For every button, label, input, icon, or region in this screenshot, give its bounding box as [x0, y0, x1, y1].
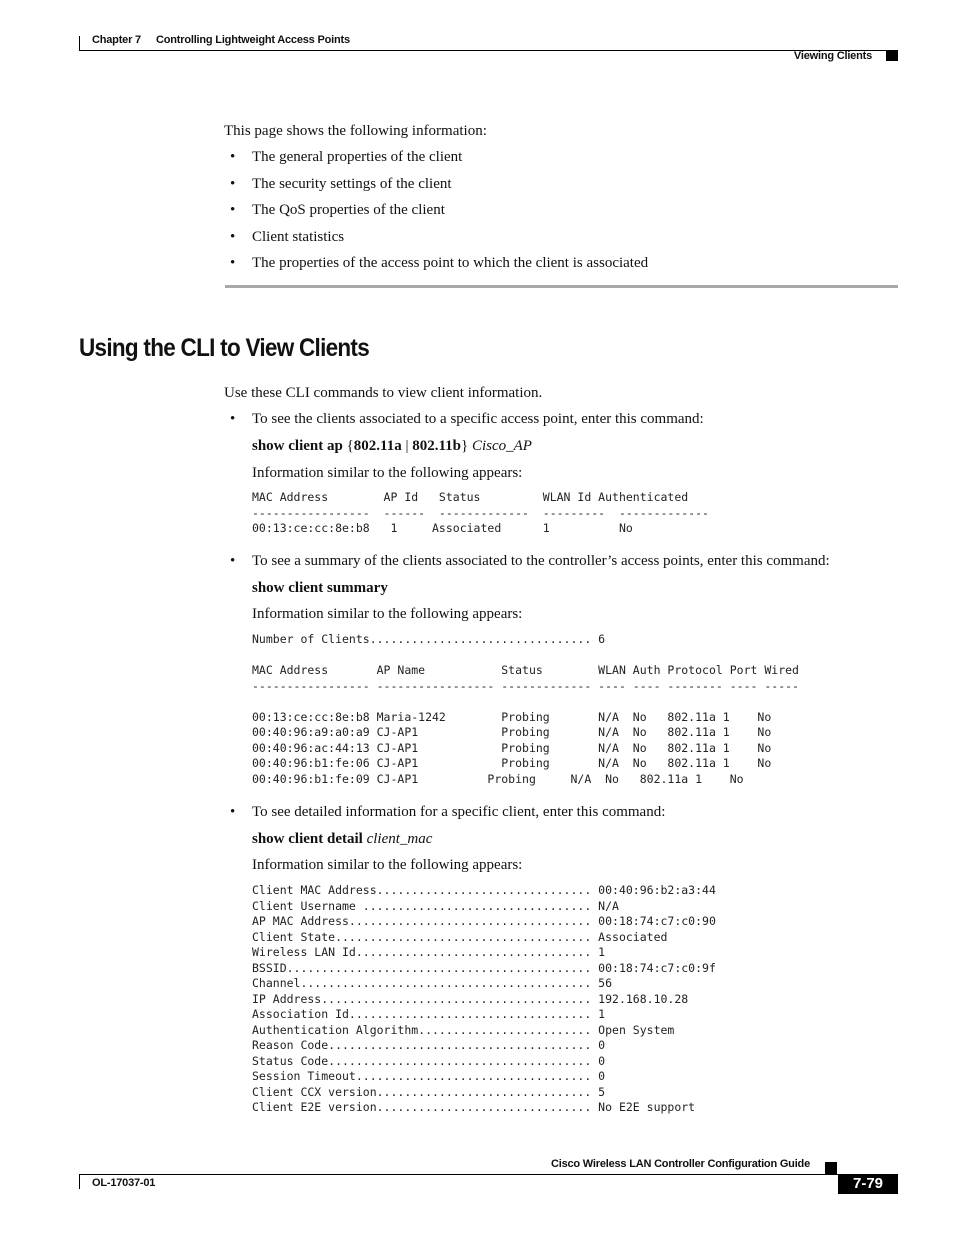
bullet-glyph: • [230, 202, 236, 218]
bullet-glyph: • [230, 149, 236, 165]
cli-output: Client MAC Address............................... 00:40:96:b2:a3:44 Client Username ................................. N/A AP MAC Address................................... 00:18:74:c7:c0:90 Client State..................................... Associated Wireless LAN Id.................................. 1 BSSID............................................ 00:18:74:c7:c0:9f Channel.......................................... 56 IP Address....................................... 192.168.10.28 Association Id................................... 1 Authentication Algorithm......................... Open System Reason Code...................................... 0 Status Code...................................... 0 Session Timeout.................................. 0 Client CCX version............................... 5 Client E2E version............................... No E2E support [252, 883, 716, 1114]
list-item: • To see the clients associated to a specific access point, enter this command: [230, 411, 704, 427]
footer-doc-number: OL-17037-01 [92, 1177, 156, 1189]
bullet-glyph: • [230, 228, 236, 245]
info-note: Information similar to the following appears: [252, 606, 523, 622]
footer-guide-title: Cisco Wireless LAN Controller Configuration Guide [550, 1158, 810, 1170]
list-item: • Client statistics [230, 228, 345, 245]
info-note: Information similar to the following appears: [252, 465, 523, 481]
command-syntax: show client summary [252, 580, 388, 596]
header-marker-block [886, 50, 898, 61]
section-heading: Using the CLI to View Clients [79, 334, 369, 362]
intro-lead: This page shows the following information: [224, 123, 487, 139]
section-lead: Use these CLI commands to view client information. [224, 385, 543, 401]
bullet-glyph: • [230, 255, 236, 271]
list-item: • The security settings of the client [230, 175, 452, 192]
info-note: Information similar to the following appears: [252, 857, 523, 873]
bullet-glyph: • [230, 553, 236, 569]
header-rule [80, 50, 898, 51]
header-chapter-number: Chapter 7 [92, 34, 141, 46]
bullet-glyph: • [230, 175, 236, 192]
list-item: • To see detailed information for a specific client, enter this command: [230, 804, 666, 820]
list-item: • To see a summary of the clients associated to the controller’s access points, enter this command: [230, 553, 830, 569]
footer-left-bar [79, 1174, 80, 1189]
header-section-title: Viewing Clients [793, 50, 872, 62]
command-syntax: show client detail client_mac [252, 831, 433, 847]
section-divider [225, 285, 898, 288]
footer-rule [80, 1174, 898, 1175]
cli-output: MAC Address AP Id Status WLAN Id Authenticated ----------------- ------ ------------- --------- ------------- 00:13:ce:cc:8e:b8 1 Associated 1 No [252, 490, 709, 535]
bullet-glyph: • [230, 411, 236, 427]
footer-marker-block [825, 1162, 837, 1174]
list-item: • The properties of the access point to which the client is associated [230, 255, 649, 271]
header-chapter-title: Controlling Lightweight Access Points [156, 34, 350, 46]
command-syntax: show client ap {802.11a | 802.11b} Cisco_AP [252, 438, 532, 454]
bullet-glyph: • [230, 804, 236, 820]
list-item: • The QoS properties of the client [230, 202, 445, 218]
header-left-bar [79, 36, 80, 51]
cli-output: Number of Clients................................ 6 MAC Address AP Name Status WLAN Auth Protocol Port Wired ----------------- ----------------- ------------- ---- ---- -------- ---- ----- 00:13:ce:cc:8e:b8 Maria-1242 Probing N/A No 802.11a 1 No 00:40:96:a9:a0:a9 CJ-AP1 Probing N/A No 802.11a 1 No 00:40:96:ac:44:13 CJ-AP1 Probing N/A No 802.11a 1 No 00:40:96:b1:fe:06 CJ-AP1 Probing N/A No 802.11a 1 No 00:40:96:b1:fe:09 CJ-AP1 Probing N/A No 802.11a 1 No [252, 632, 799, 786]
intro-bullet-list [230, 148, 648, 281]
page-number: 7-79 [838, 1174, 898, 1194]
list-item: • The general properties of the client [230, 149, 463, 165]
